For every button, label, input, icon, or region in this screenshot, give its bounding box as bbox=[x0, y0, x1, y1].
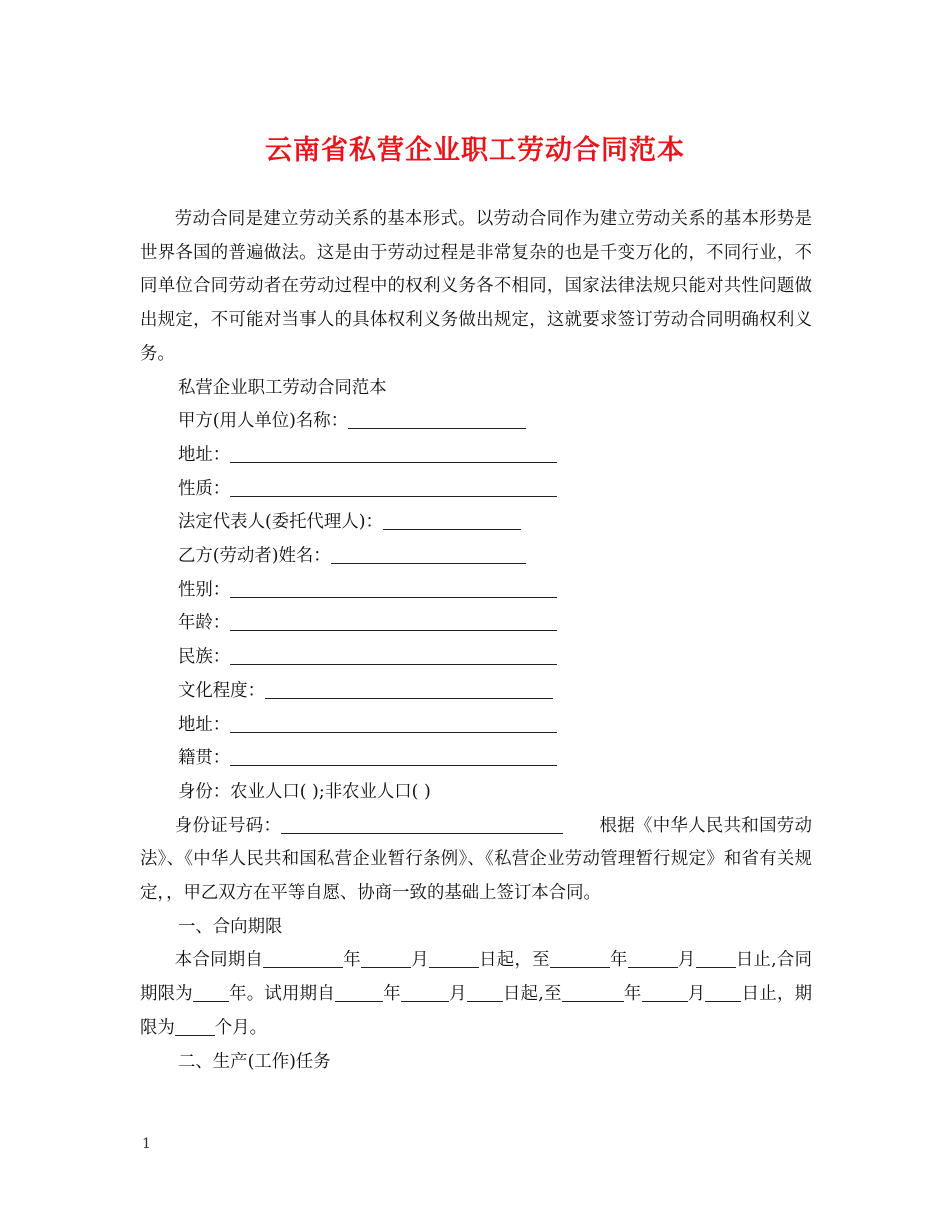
id-number-blank[interactable] bbox=[281, 815, 563, 834]
field-label: 籍贯： bbox=[178, 748, 231, 769]
term-text: 年 bbox=[623, 984, 642, 1005]
section-1-paragraph bbox=[140, 944, 812, 1045]
probation-end-year-blank[interactable] bbox=[562, 983, 624, 1002]
term-text: 年 bbox=[609, 950, 628, 971]
field-education bbox=[140, 675, 812, 709]
end-day-blank[interactable] bbox=[696, 949, 736, 968]
term-text: 个月。 bbox=[214, 1017, 267, 1038]
field-address-a bbox=[140, 439, 812, 473]
term-years-blank[interactable] bbox=[193, 983, 229, 1002]
nature-blank[interactable] bbox=[230, 478, 557, 497]
education-blank[interactable] bbox=[265, 680, 553, 699]
field-label: 身份证号码： bbox=[174, 815, 282, 836]
term-text: 日止,合同期限为 bbox=[140, 950, 812, 1005]
end-year-blank[interactable] bbox=[550, 949, 610, 968]
field-label: 年龄： bbox=[178, 613, 231, 634]
intro-paragraph: 劳动合同是建立劳动关系的基本形式。以劳动合同作为建立劳动关系的基本形势是世界各国的普遍做法。这是由于劳动过程是非常复杂的也是千变万化的，不同行业，不同单位合同劳动者在劳动过程中的权利义务各不相同，国家法律法规只能对共性问题做出规定，不可能对当事人的具体权利义务做出规定，这就要求签订劳动合同明确权利义务。 bbox=[140, 209, 812, 364]
start-month-blank[interactable] bbox=[361, 949, 411, 968]
basis-text: 根据《中华人民共和国劳动法》、《中华人民共和国私营企业暂行条例》、《私营企业劳动管理暂行规定》和省有关规定，，甲乙双方在平等自愿、协商一致的基础上签订本合同。 bbox=[140, 815, 812, 904]
term-text: 日起，至 bbox=[478, 950, 550, 971]
page-number: 1 bbox=[142, 1136, 151, 1152]
field-label: 性质： bbox=[178, 478, 231, 499]
probation-months-blank[interactable] bbox=[175, 1017, 215, 1036]
field-label: 地址： bbox=[178, 444, 231, 465]
legal-rep-blank[interactable] bbox=[383, 511, 521, 530]
field-label: 性别： bbox=[178, 579, 231, 600]
field-label: 法定代表人(委托代理人)： bbox=[178, 512, 383, 533]
term-text: 年 bbox=[382, 984, 401, 1005]
age-blank[interactable] bbox=[230, 612, 557, 631]
term-text: 本合同期自 bbox=[174, 950, 264, 971]
field-gender bbox=[140, 574, 812, 608]
document-title: 云南省私营企业职工劳动合同范本 bbox=[265, 135, 685, 166]
field-label: 乙方(劳动者)姓名： bbox=[178, 546, 331, 567]
party-a-name-blank[interactable] bbox=[348, 410, 526, 429]
probation-end-month-blank[interactable] bbox=[642, 983, 688, 1002]
probation-start-month-blank[interactable] bbox=[401, 983, 449, 1002]
field-label: 民族： bbox=[178, 647, 231, 668]
section-2-heading: 二、生产(工作)任务 bbox=[178, 1051, 331, 1072]
field-label: 文化程度： bbox=[178, 680, 265, 701]
field-party-a bbox=[140, 405, 812, 439]
address-b-blank[interactable] bbox=[230, 714, 557, 733]
term-text: 月 bbox=[448, 984, 467, 1005]
field-age bbox=[140, 607, 812, 641]
ethnicity-blank[interactable] bbox=[230, 646, 557, 665]
term-text: 月 bbox=[687, 984, 706, 1005]
probation-end-day-blank[interactable] bbox=[705, 983, 741, 1002]
field-party-b bbox=[140, 540, 812, 574]
field-native-place bbox=[140, 742, 812, 776]
start-year-blank[interactable] bbox=[263, 949, 343, 968]
probation-start-year-blank[interactable] bbox=[335, 983, 383, 1002]
probation-start-day-blank[interactable] bbox=[467, 983, 503, 1002]
term-text: 年。试用期自 bbox=[228, 984, 335, 1005]
start-day-blank[interactable] bbox=[429, 949, 479, 968]
field-legal-rep bbox=[140, 506, 812, 540]
term-text: 月 bbox=[677, 950, 696, 971]
field-address-b bbox=[140, 709, 812, 743]
document-body bbox=[140, 203, 812, 1079]
address-a-blank[interactable] bbox=[230, 444, 557, 463]
end-month-blank[interactable] bbox=[628, 949, 678, 968]
term-text: 日止，期限为 bbox=[140, 984, 812, 1038]
field-identity: 身份：农业人口( );非农业人口( ) bbox=[178, 781, 431, 802]
basis-paragraph bbox=[140, 810, 812, 911]
term-text: 月 bbox=[410, 950, 429, 971]
party-b-name-blank[interactable] bbox=[331, 545, 526, 564]
field-nature bbox=[140, 473, 812, 507]
gender-blank[interactable] bbox=[230, 579, 557, 598]
term-text: 日起,至 bbox=[502, 984, 562, 1005]
term-text: 年 bbox=[343, 950, 361, 971]
section-1-heading: 一、合向期限 bbox=[178, 916, 283, 937]
subtitle-line: 私营企业职工劳动合同范本 bbox=[178, 377, 387, 398]
field-label: 地址： bbox=[178, 714, 231, 735]
field-ethnicity bbox=[140, 641, 812, 675]
native-place-blank[interactable] bbox=[230, 747, 557, 766]
field-label: 甲方(用人单位)名称： bbox=[178, 411, 349, 432]
